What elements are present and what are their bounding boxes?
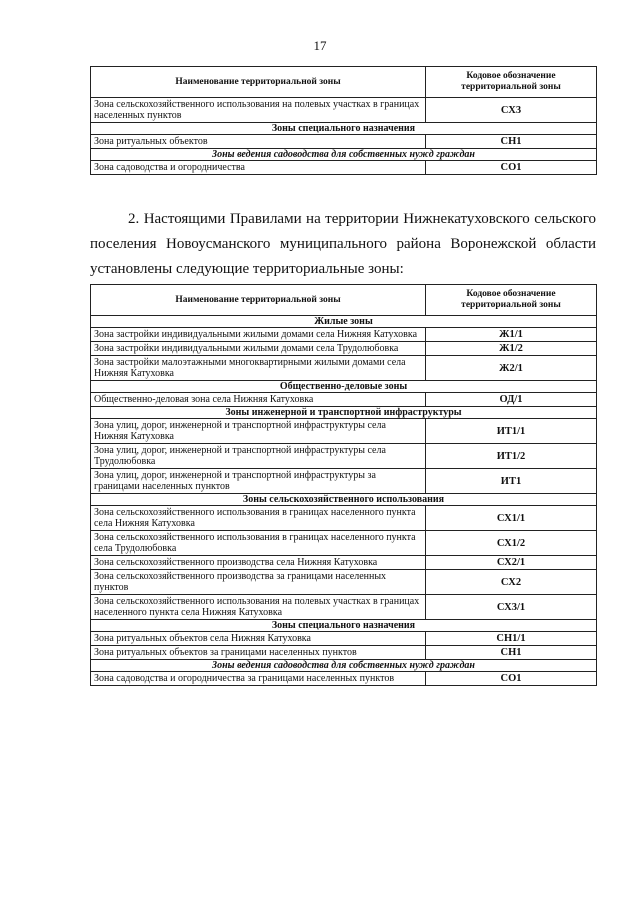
zone-code-cell: СН1/1 bbox=[426, 632, 597, 646]
zone-code-cell: СХ3 bbox=[426, 98, 597, 123]
zone-row bbox=[91, 672, 597, 686]
zone-code-cell: Ж1/1 bbox=[426, 328, 597, 342]
zone-name-cell: Зона застройки индивидуальными жилыми домами села Трудолюбовка bbox=[91, 342, 426, 356]
zone-row bbox=[91, 595, 597, 620]
zone-row bbox=[91, 342, 597, 356]
zone-name-cell: Зона сельскохозяйственного использования в границах населенного пункта села Трудолюбовка bbox=[91, 531, 426, 556]
zone-name-cell: Общественно-деловая зона села Нижняя Катуховка bbox=[91, 393, 426, 407]
zone-name-cell: Зона ритуальных объектов села Нижняя Катуховка bbox=[91, 632, 426, 646]
zone-row bbox=[91, 632, 597, 646]
zone-row bbox=[91, 646, 597, 660]
zone-name-cell: Зона ритуальных объектов за границами населенных пунктов bbox=[91, 646, 426, 660]
zone-group-row bbox=[91, 620, 597, 632]
zone-name-cell: Зона садоводства и огородничества bbox=[91, 161, 426, 175]
zone-name-cell: Зона сельскохозяйственного использования в границах населенного пункта села Нижняя Катуховка bbox=[91, 506, 426, 531]
zone-code-cell: СХ3/1 bbox=[426, 595, 597, 620]
body-paragraph bbox=[90, 207, 596, 282]
zone-group-row bbox=[91, 316, 597, 328]
zone-name-cell: Зона сельскохозяйственного использования на полевых участках в границах населенного пункта села Нижняя Катуховка bbox=[91, 595, 426, 620]
zone-group-title: Зоны специального назначения bbox=[91, 620, 597, 632]
zone-code-cell: ИТ1/2 bbox=[426, 444, 597, 469]
zone-name-cell: Зона сельскохозяйственного использования на полевых участках в границах населенных пунктов bbox=[91, 98, 426, 123]
zone-name-cell: Зона улиц, дорог, инженерной и транспортной инфраструктуры села Трудолюбовка bbox=[91, 444, 426, 469]
zone-name-cell: Зона садоводства и огородничества за границами населенных пунктов bbox=[91, 672, 426, 686]
zone-name-cell: Зона застройки индивидуальными жилыми домами села Нижняя Катуховка bbox=[91, 328, 426, 342]
zone-name-cell: Зона сельскохозяйственного производства за границами населенных пунктов bbox=[91, 570, 426, 595]
zone-row bbox=[91, 570, 597, 595]
zone-group-title: Зоны ведения садоводства для собственных нужд граждан bbox=[91, 660, 597, 672]
table-header-row bbox=[91, 285, 597, 316]
zone-code-cell: СН1 bbox=[426, 646, 597, 660]
table-header-row bbox=[91, 67, 597, 98]
zone-row bbox=[91, 328, 597, 342]
zone-code-cell: СО1 bbox=[426, 672, 597, 686]
zone-code-cell: СН1 bbox=[426, 135, 597, 149]
zone-code-cell: СХ2/1 bbox=[426, 556, 597, 570]
zone-code-cell: ОД/1 bbox=[426, 393, 597, 407]
zone-name-cell: Зона сельскохозяйственного производства села Нижняя Катуховка bbox=[91, 556, 426, 570]
zone-row bbox=[91, 469, 597, 494]
zone-code-cell: Ж1/2 bbox=[426, 342, 597, 356]
header-zone-code: Кодовое обозначение территориальной зоны bbox=[426, 67, 597, 98]
zone-group-title: Зоны ведения садоводства для собственных нужд граждан bbox=[91, 149, 597, 161]
zones-table-continued bbox=[90, 66, 597, 175]
zone-row bbox=[91, 356, 597, 381]
zone-group-row bbox=[91, 660, 597, 672]
zone-group-row bbox=[91, 123, 597, 135]
zone-code-cell: СХ2 bbox=[426, 570, 597, 595]
zone-row bbox=[91, 98, 597, 123]
zone-group-row bbox=[91, 381, 597, 393]
zone-code-cell: ИТ1 bbox=[426, 469, 597, 494]
zone-code-cell: ИТ1/1 bbox=[426, 419, 597, 444]
header-zone-code: Кодовое обозначение территориальной зоны bbox=[426, 285, 597, 316]
zone-group-row bbox=[91, 407, 597, 419]
zone-row bbox=[91, 444, 597, 469]
zone-name-cell: Зона улиц, дорог, инженерной и транспортной инфраструктуры за границами населенных пунктов bbox=[91, 469, 426, 494]
zone-group-title: Зоны сельскохозяйственного использования bbox=[91, 494, 597, 506]
zone-code-cell: Ж2/1 bbox=[426, 356, 597, 381]
zone-group-title: Общественно-деловые зоны bbox=[91, 381, 597, 393]
zone-row bbox=[91, 556, 597, 570]
header-zone-name: Наименование территориальной зоны bbox=[91, 285, 426, 316]
zone-name-cell: Зона улиц, дорог, инженерной и транспортной инфраструктуры села Нижняя Катуховка bbox=[91, 419, 426, 444]
zone-name-cell: Зона застройки малоэтажными многоквартирными жилыми домами села Нижняя Катуховка bbox=[91, 356, 426, 381]
zone-code-cell: СО1 bbox=[426, 161, 597, 175]
zone-row bbox=[91, 161, 597, 175]
paragraph-text: 2. Настоящими Правилами на территории Нижнекатуховского сельского поселения Новоусманского муниципального района Воронежской области установлены следующие территориальные зоны: bbox=[90, 211, 596, 277]
zone-row bbox=[91, 135, 597, 149]
zones-table bbox=[90, 284, 597, 686]
zone-row bbox=[91, 419, 597, 444]
zone-group-row bbox=[91, 494, 597, 506]
zone-code-cell: СХ1/1 bbox=[426, 506, 597, 531]
zone-name-cell: Зона ритуальных объектов bbox=[91, 135, 426, 149]
zone-row bbox=[91, 393, 597, 407]
zone-group-title: Зоны инженерной и транспортной инфраструктуры bbox=[91, 407, 597, 419]
header-zone-name: Наименование территориальной зоны bbox=[91, 67, 426, 98]
zone-group-title: Жилые зоны bbox=[91, 316, 597, 328]
zone-code-cell: СХ1/2 bbox=[426, 531, 597, 556]
zone-row bbox=[91, 531, 597, 556]
zone-row bbox=[91, 506, 597, 531]
page-number: 17 bbox=[313, 38, 327, 53]
zone-group-row bbox=[91, 149, 597, 161]
zone-group-title: Зоны специального назначения bbox=[91, 123, 597, 135]
